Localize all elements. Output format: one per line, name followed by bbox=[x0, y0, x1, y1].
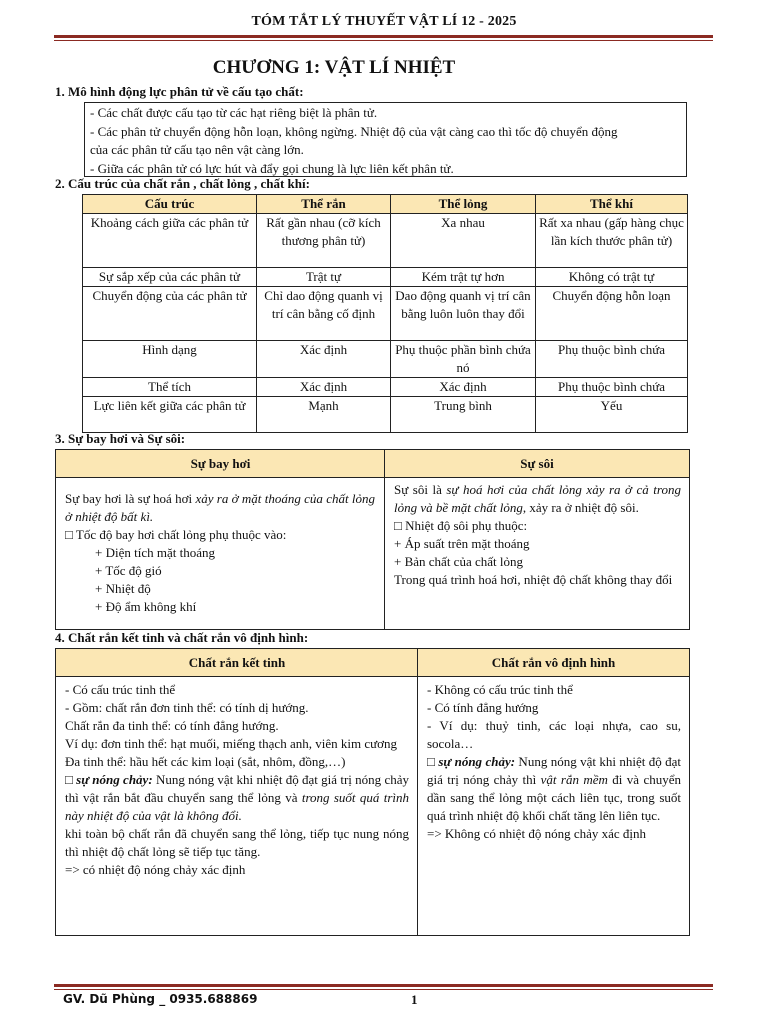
definition-text: Sự bay hơi là sự hoá hơi bbox=[65, 491, 196, 506]
crystalline-line: - Gồm: chất rắn đơn tinh thể: có tính dị hướng. bbox=[65, 700, 309, 715]
table-header-cell: Thể khí bbox=[536, 195, 688, 214]
table-cell: Dao động quanh vị trí cân bằng luôn luôn thay đổi bbox=[391, 287, 536, 341]
crystalline-line: Đa tinh thể: hầu hết các kim loại (sắt, nhôm, đồng,…) bbox=[65, 754, 346, 769]
section4-heading: 4. Chất rắn kết tinh và chất rắn vô định hình: bbox=[55, 630, 309, 645]
table-row bbox=[83, 341, 688, 378]
header-title: TÓM TẮT LÝ THUYẾT VẬT LÍ 12 - 2025 bbox=[251, 14, 517, 29]
list-item: + Tốc độ gió bbox=[95, 563, 162, 578]
table-cell: Xác định bbox=[257, 378, 391, 397]
amorphous-line: - Ví dụ: thuỷ tinh, các loại nhựa, cao su, socola… bbox=[427, 718, 681, 751]
table-cell: Rất xa nhau (gấp hàng chục lần kích thước phân tử) bbox=[536, 214, 688, 268]
evaporation-definition bbox=[65, 490, 375, 526]
list-item: + Diện tích mặt thoáng bbox=[95, 545, 215, 560]
crystalline-line: - Có cấu trúc tinh thể bbox=[65, 682, 176, 697]
section1-line: - Các chất được cấu tạo từ các hạt riêng biệt là phân tử. bbox=[90, 105, 378, 120]
section2-heading: 2. Cấu trúc của chất rắn , chất lỏng , chất khí: bbox=[55, 176, 310, 191]
table-row bbox=[83, 287, 688, 341]
chapter-title: CHƯƠNG 1: VẬT LÍ NHIỆT bbox=[212, 57, 456, 78]
table-cell: Thể tích bbox=[83, 378, 257, 397]
table-cell: Rất gần nhau (cỡ kích thương phân tử) bbox=[257, 214, 391, 268]
melting-text: đi và chuyển dần sang thể lỏng một cách liên tục, trong suốt quá trình nhiệt độ khối chất tăng lên liên tục. bbox=[427, 772, 681, 823]
list-item: + Bản chất của chất lỏng bbox=[394, 554, 523, 569]
evaporation-factors bbox=[65, 526, 375, 544]
amorphous-line: - Không có cấu trúc tinh thể bbox=[427, 682, 573, 697]
list-item: + Nhiệt độ bbox=[95, 581, 151, 596]
table-row bbox=[83, 214, 688, 268]
table-cell: Không có trật tự bbox=[536, 268, 688, 287]
list-item: + Áp suất trên mặt thoáng bbox=[394, 536, 530, 551]
melting-text: Nung nóng vật khi nhiệt độ đạt giá trị nóng chảy thì bbox=[427, 754, 681, 787]
structure-table bbox=[82, 194, 688, 433]
table-header-cell: Cấu trúc bbox=[83, 195, 257, 214]
evaporation-column bbox=[56, 478, 384, 629]
table-cell: Chuyển động hỗn loạn bbox=[536, 287, 688, 341]
definition-text: , xảy ra ở nhiệt độ sôi. bbox=[522, 500, 639, 515]
footer-author: GV. Dũ Phùng _ 0935.688869 bbox=[63, 992, 258, 1006]
boiling-column bbox=[385, 478, 689, 629]
melting-italic: vật rắn mềm bbox=[540, 772, 608, 787]
boiling-box bbox=[55, 449, 690, 630]
table-cell: Phụ thuộc bình chứa bbox=[536, 341, 688, 378]
checkbox-icon: □ bbox=[427, 754, 435, 769]
table-row bbox=[83, 397, 688, 433]
table-header-cell: Thể lỏng bbox=[391, 195, 536, 214]
table-cell: Trật tự bbox=[257, 268, 391, 287]
table-cell: Hình dạng bbox=[83, 341, 257, 378]
table-cell: Xác định bbox=[391, 378, 536, 397]
definition-italic: xảy ra ở mặt thoáng của chất lỏng ở nhiệt độ bất kì. bbox=[65, 491, 375, 524]
crystalline-line: Chất rắn đa tinh thể: có tính đẳng hướng. bbox=[65, 718, 279, 733]
header-rule-thick bbox=[54, 35, 713, 38]
boiling-note: Trong quá trình hoá hơi, nhiệt độ chất không thay đổi bbox=[394, 572, 673, 587]
table-cell: Xa nhau bbox=[391, 214, 536, 268]
footer-rule-thin bbox=[54, 989, 713, 990]
definition-italic: sự hoá hơi của chất lỏng xảy ra ở cả trong lỏng và bề mặt chất lỏng bbox=[394, 482, 681, 515]
table-cell: Kém trật tự hơn bbox=[391, 268, 536, 287]
table-cell: Lực liên kết giữa các phân tử bbox=[83, 397, 257, 433]
amorphous-column bbox=[418, 677, 689, 935]
table-cell: Trung bình bbox=[391, 397, 536, 433]
section1-line: - Giữa các phân tử có lực hút và đẩy gọi chung là lực liên kết phân tử. bbox=[90, 160, 454, 176]
boiling-definition bbox=[394, 481, 681, 517]
checkbox-icon: □ bbox=[394, 518, 402, 533]
section1-line: của các phân tử cấu tạo nên vật càng lớn. bbox=[90, 142, 304, 157]
melting-text: Nung nóng vật khi nhiệt độ đạt giá trị nóng chảy thì vật rắn bắt đầu chuyển sang thể lỏng và bbox=[65, 772, 409, 805]
melting-italic: trong suốt quá trình này nhiệt độ của vật là không đổi. bbox=[65, 790, 409, 823]
table-cell: Yếu bbox=[536, 397, 688, 433]
definition-text: Sự sôi là bbox=[394, 482, 447, 497]
crystalline-melting bbox=[65, 771, 409, 825]
melting-label: sự nóng chảy: bbox=[434, 754, 516, 769]
factors-label: Tốc độ bay hơi chất lỏng phụ thuộc vào: bbox=[72, 527, 287, 542]
boiling-factors bbox=[394, 517, 681, 535]
table-cell: Phụ thuộc phần bình chứa nó bbox=[391, 341, 536, 378]
page-number: 1 bbox=[411, 992, 418, 1007]
amorphous-melting bbox=[427, 753, 681, 825]
table-cell: Mạnh bbox=[257, 397, 391, 433]
table-row bbox=[83, 378, 688, 397]
section1-box bbox=[84, 102, 687, 177]
table-cell: Khoảng cách giữa các phân tử bbox=[83, 214, 257, 268]
melting-label: sự nóng chảy: bbox=[72, 772, 153, 787]
section1-heading: 1. Mô hình động lực phân tử về cấu tạo chất: bbox=[55, 84, 304, 99]
crystalline-conclusion: => có nhiệt độ nóng chảy xác định bbox=[65, 862, 246, 877]
boiling-header: Sự sôi bbox=[385, 450, 689, 478]
crystalline-header: Chất rắn kết tinh bbox=[56, 649, 418, 677]
footer-rule-thick bbox=[54, 984, 713, 987]
crystalline-column bbox=[56, 677, 417, 935]
table-header-row bbox=[83, 195, 688, 214]
crystalline-line: khi toàn bộ chất rắn đã chuyển sang thể lỏng, tiếp tục nung nóng thì nhiệt độ chất lỏng sẽ tiếp tục tăng. bbox=[65, 826, 409, 859]
table-cell: Chuyển động của các phân tử bbox=[83, 287, 257, 341]
table-cell: Sự sắp xếp của các phân tử bbox=[83, 268, 257, 287]
section3-heading: 3. Sự bay hơi và Sự sôi: bbox=[55, 431, 186, 446]
amorphous-line: - Có tính đẳng hướng bbox=[427, 700, 539, 715]
table-cell: Phụ thuộc bình chứa bbox=[536, 378, 688, 397]
factors-label: Nhiệt độ sôi phụ thuộc: bbox=[401, 518, 528, 533]
header-rule-thin bbox=[54, 40, 713, 41]
table-cell: Chỉ dao động quanh vị trí cân bằng cố định bbox=[257, 287, 391, 341]
amorphous-header: Chất rắn vô định hình bbox=[418, 649, 689, 677]
checkbox-icon: □ bbox=[65, 527, 73, 542]
table-header-cell: Thể rắn bbox=[257, 195, 391, 214]
crystalline-line: Ví dụ: đơn tinh thể: hạt muối, miếng thạch anh, viên kim cương bbox=[65, 736, 398, 751]
section1-line: - Các phân tử chuyển động hỗn loạn, không ngừng. Nhiệt độ của vật càng cao thì tốc độ chuyển động bbox=[90, 123, 618, 139]
evaporation-header: Sự bay hơi bbox=[56, 450, 385, 478]
list-item: + Độ ẩm không khí bbox=[95, 599, 197, 614]
amorphous-conclusion: => Không có nhiệt độ nóng chảy xác định bbox=[427, 826, 647, 841]
solids-box bbox=[55, 648, 690, 936]
checkbox-icon: □ bbox=[65, 772, 73, 787]
table-row bbox=[83, 268, 688, 287]
table-cell: Xác định bbox=[257, 341, 391, 378]
